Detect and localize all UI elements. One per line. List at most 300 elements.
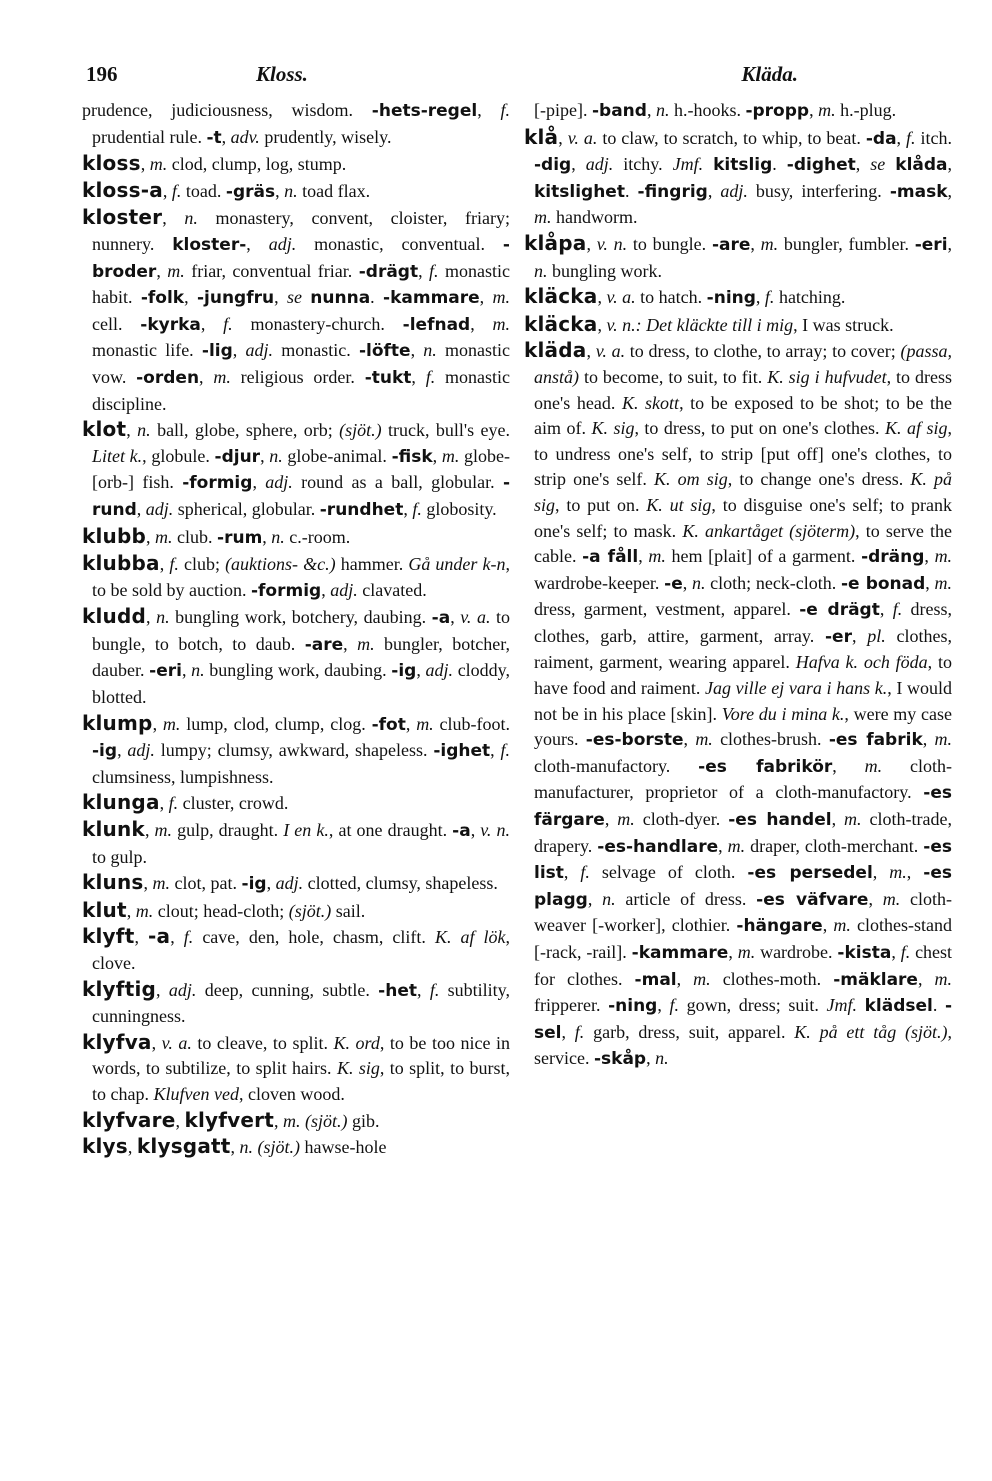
italic-text: m.: [534, 207, 552, 228]
sub-headword: -es väfvare: [756, 889, 869, 910]
sub-headword: -es handel: [728, 810, 832, 831]
definition-text: ,: [571, 154, 586, 175]
sub-headword: klåda: [895, 155, 948, 176]
headword: kluns: [82, 870, 144, 895]
definition-text: ,: [872, 862, 890, 883]
italic-text: f.: [169, 554, 179, 575]
sub-headword: -folk: [140, 288, 185, 309]
headword: kläda: [524, 338, 587, 363]
definition-text: ,: [490, 740, 501, 761]
definition-text: ,: [134, 927, 149, 948]
sub-headword: -rundhet: [319, 499, 404, 520]
definition-text: , globule.: [142, 445, 215, 466]
sub-headword: -es fabrik: [828, 730, 923, 751]
headword: klubba: [82, 551, 160, 576]
italic-text: se: [870, 154, 886, 175]
definition-text: ,: [924, 546, 935, 567]
definition-text: .: [624, 180, 638, 201]
definition-text: to bungle, to botch, to daub.: [92, 607, 511, 654]
dictionary-entry: [524, 338, 952, 1073]
italic-text: m.: [818, 100, 836, 120]
definition-text: ,: [676, 968, 694, 989]
sub-headword: -fingrig: [637, 181, 708, 202]
italic-text: adv.: [230, 126, 260, 147]
definition-text: ,: [470, 820, 481, 841]
italic-text: f.: [580, 862, 590, 883]
italic-text: m.: [889, 862, 907, 883]
italic-text: v. a.: [161, 1032, 192, 1053]
sub-headword: -are: [711, 234, 751, 255]
sub-headword: kitslig: [713, 155, 773, 176]
definition-text: ,: [146, 607, 157, 628]
definition-text: ,: [343, 633, 358, 654]
italic-text: m.: [934, 968, 952, 989]
definition-text: ball, globe, sphere, orb;: [150, 420, 340, 441]
italic-text: n.: [156, 607, 170, 628]
definition-text: , were my case yours.: [534, 703, 952, 750]
definition-text: [885, 154, 895, 174]
definition-text: globe- [orb-] fish.: [92, 445, 511, 493]
definition-text: cloth-weaver [-worker], clothier.: [534, 888, 952, 936]
definition-text: cell.: [92, 313, 141, 334]
definition-text: clothes, raiment, garment, wearing apparel.: [534, 625, 953, 673]
definition-text: ,: [156, 979, 169, 1000]
headword: klyfva: [82, 1029, 152, 1054]
definition-text: ,: [416, 979, 430, 1000]
italic-text: adj.: [168, 979, 197, 1000]
dictionary-entry: [82, 205, 510, 417]
definition-text: hawse-hole: [300, 1137, 387, 1158]
headword: klå: [524, 124, 559, 149]
definition-text: h.-plug.: [835, 100, 897, 120]
definition-text: to bungle.: [627, 233, 712, 254]
definition-text: ,: [159, 554, 170, 575]
italic-text: I en k.: [283, 820, 329, 841]
headword: klut: [82, 897, 127, 922]
definition-text: bungling work, daubing.: [204, 660, 392, 681]
definition-text: ,: [832, 755, 865, 776]
definition-text: gulp, draught.: [172, 820, 284, 841]
sub-headword: -hets-regel: [371, 101, 478, 121]
definition-text: to claw, to scratch, to whip, to beat.: [597, 127, 866, 148]
definition-text: ,: [851, 625, 868, 646]
definition-text: clout; head-cloth;: [153, 900, 289, 921]
dictionary-entry: [524, 284, 952, 312]
italic-text: adj.: [720, 180, 748, 201]
sub-headword: -ig: [241, 874, 267, 895]
definition-text: ,: [151, 1032, 162, 1053]
italic-text: adj.: [425, 660, 454, 681]
definition-text: ,: [170, 927, 184, 948]
definition-text: clothes-brush.: [712, 729, 829, 750]
definition-text: bungling work.: [547, 260, 662, 281]
sub-headword: -eri: [149, 661, 182, 682]
italic-text: n.: [655, 1048, 669, 1069]
italic-text: Jmf.: [826, 995, 857, 1016]
definition-text: ,: [156, 260, 168, 281]
italic-text: Det kläckte till i mig: [646, 314, 794, 335]
definition-text: ,: [683, 729, 696, 750]
page-number: 196: [86, 62, 118, 86]
italic-text: (auktions- &c.): [225, 554, 336, 575]
italic-text: f.: [900, 942, 911, 962]
italic-text: v. a.: [460, 607, 491, 628]
sub-headword: -er: [825, 626, 852, 647]
definition-text: cloddy, blotted.: [92, 660, 511, 708]
definition-text: , to dress, to put on one's clothes.: [634, 418, 886, 439]
sub-headword: -rund: [92, 473, 510, 520]
definition-text: gown, dress; suit.: [679, 995, 827, 1016]
italic-text: K. ord: [333, 1032, 380, 1053]
italic-text: m.: [416, 713, 434, 734]
right-column: [524, 98, 952, 1073]
sub-headword: -es persedel: [747, 863, 873, 884]
dictionary-entry: [82, 1134, 510, 1161]
definition-text: [703, 154, 713, 174]
sub-headword: -sel: [534, 996, 953, 1043]
sub-headword: -formig: [250, 580, 322, 601]
definition-text: monastery-church.: [232, 313, 403, 334]
sub-headword: -lig: [201, 341, 233, 362]
definition-text: globosity.: [421, 498, 497, 519]
definition-text: subtility, cunningness.: [92, 979, 510, 1027]
definition-text: toad flax.: [297, 180, 371, 201]
italic-text: m.: [934, 729, 953, 750]
definition-text: , to put on.: [555, 494, 647, 515]
definition-text: , to have food and raiment.: [534, 652, 952, 699]
dictionary-entry: [82, 551, 510, 604]
definition-text: lumpy; clumsy, awkward, shapeless.: [154, 740, 434, 761]
italic-text: Hafva k. och föda: [795, 652, 928, 673]
sub-headword: -ig: [92, 741, 118, 762]
italic-text: adj.: [268, 233, 297, 254]
italic-text: f.: [669, 995, 679, 1016]
italic-text: adj.: [585, 154, 614, 175]
sub-headword: -a fåll: [582, 547, 639, 568]
dictionary-entry: [82, 1108, 510, 1135]
italic-text: K. skott: [621, 392, 680, 413]
definition-text: ,: [477, 100, 501, 120]
dictionary-entry: [82, 870, 510, 898]
definition-text: ,: [136, 498, 146, 519]
italic-text: m.: [934, 546, 953, 567]
definition-text: , to be sold by auction.: [92, 554, 511, 600]
italic-text: f.: [168, 793, 179, 814]
definition-text: ,: [262, 526, 272, 547]
definition-text: ,: [410, 340, 424, 361]
definition-text: , at one draught.: [328, 820, 453, 841]
italic-text: m.: [167, 260, 185, 281]
headword: kläcka: [524, 311, 598, 336]
definition-text: round as a ball, globular.: [292, 472, 503, 493]
definition-text: ,: [718, 835, 728, 856]
definition-text: fripperer.: [534, 995, 609, 1016]
definition-text: ,: [855, 154, 871, 175]
italic-text: m.: [864, 755, 883, 776]
italic-text: n.: [655, 100, 670, 120]
headword: klyfvare: [82, 1107, 176, 1132]
definition-text: ,: [159, 793, 169, 814]
italic-text: K. på ett tåg (sjöt.): [794, 1021, 948, 1042]
headword: klunk: [82, 817, 145, 842]
definition-text: clot, pat.: [170, 873, 242, 894]
sub-headword: kloster-: [172, 234, 247, 255]
sub-headword: klädsel: [864, 996, 933, 1017]
definition-text: cloth-dyer.: [634, 809, 729, 830]
sub-headword: nunna: [310, 288, 371, 309]
sub-headword: -hängare: [736, 916, 823, 937]
dictionary-entry: [82, 898, 510, 925]
dictionary-entry: [82, 98, 510, 151]
italic-text: K. ankartåget (sjöterm): [682, 520, 856, 541]
sub-headword: -es färgare: [534, 783, 952, 831]
definition-text: club;: [178, 554, 226, 575]
definition-text: ,: [925, 572, 935, 593]
italic-text: v. a.: [595, 341, 626, 362]
sub-headword: -kammare: [631, 943, 729, 963]
definition-text: ,: [831, 809, 845, 830]
headword: klunga: [82, 790, 160, 815]
dictionary-entry: [524, 98, 952, 125]
definition-text: ,: [891, 942, 901, 962]
definition-text: ,: [947, 180, 952, 201]
definition-text: ,: [755, 287, 765, 308]
sub-headword: -lefnad: [402, 314, 471, 335]
dictionary-entry: [82, 604, 510, 710]
definition-text: ,: [321, 579, 331, 600]
definition-text: itch.: [915, 127, 952, 148]
italic-text: v. a.: [606, 287, 636, 308]
italic-text: m.: [693, 968, 711, 989]
dictionary-entry: [82, 151, 510, 178]
italic-text: K. sig i hufvudet: [767, 366, 887, 387]
sub-headword: -mal: [634, 969, 677, 990]
definition-text: ,: [260, 445, 270, 466]
definition-text: , to split, to burst, to chap.: [92, 1058, 510, 1104]
dictionary-entry: [82, 790, 510, 817]
definition-text: clotted, clumsy, shapeless.: [303, 873, 498, 894]
definition-text: ,: [126, 420, 138, 441]
definition-text: truck, bull's eye.: [381, 420, 511, 441]
italic-text: f.: [412, 498, 422, 519]
italic-text: m.: [844, 809, 862, 830]
italic-text: Jag ville ej vara i hans k.: [704, 678, 888, 699]
dictionary-entry: [82, 524, 510, 552]
definition-text: ,: [127, 1137, 137, 1158]
definition-text: bungler, fumbler.: [778, 233, 915, 254]
sub-headword: -dig: [534, 155, 572, 176]
definition-text: monastic, conventual.: [296, 233, 503, 254]
definition-text: ,: [432, 445, 442, 466]
definition-text: clothes-moth.: [710, 968, 834, 989]
definition-text: , to disguise one's self; to prank one's self; to mask.: [534, 494, 952, 541]
italic-text: n.: [239, 1137, 254, 1158]
italic-text: f.: [429, 979, 440, 1000]
definition-text: club.: [172, 526, 218, 547]
italic-text: Litet k.: [92, 445, 143, 466]
sub-headword: -ning: [608, 996, 658, 1017]
definition-text: cloth-manufacturer, proprietor of a cloth-manufactory.: [534, 755, 952, 803]
definition-text: clumsiness, lumpishness.: [92, 766, 274, 787]
definition-text: [857, 995, 865, 1015]
definition-text: ,: [597, 314, 607, 335]
definition-text: , to undress one's self, to strip [put off] one's clothes, to strip one's self.: [534, 418, 953, 490]
definition-text: ,: [199, 366, 214, 387]
definition-text: ,: [586, 341, 596, 362]
italic-text: (passa, anstå): [534, 341, 953, 387]
italic-text: m.: [149, 154, 168, 175]
italic-text: m.: [283, 1110, 301, 1131]
definition-text: ,: [411, 366, 426, 387]
definition-text: , service.: [534, 1021, 953, 1069]
definition-text: ,: [162, 208, 185, 229]
definition-text: wardrobe-keeper.: [534, 572, 665, 593]
italic-text: v. a.: [567, 127, 598, 148]
definition-text: ,: [906, 862, 924, 883]
italic-text: Vore du i mina k.: [721, 703, 845, 724]
definition-text: h.-hooks.: [669, 100, 746, 120]
definition-text: , to be exposed to be shot; to be the aim of.: [534, 392, 952, 439]
italic-text: K. sig: [591, 418, 635, 439]
italic-text: m.: [492, 313, 511, 334]
definition-text: ,: [646, 1048, 656, 1069]
italic-text: K. af lök: [434, 927, 506, 948]
header-right-guideword: Kläda.: [741, 62, 798, 86]
definition-text: ,: [144, 820, 155, 841]
sub-headword: -t: [206, 127, 222, 148]
sub-headword: -dighet: [786, 155, 856, 176]
definition-text: ,: [230, 1137, 240, 1158]
definition-text: ,: [232, 340, 246, 361]
italic-text: m.: [213, 366, 231, 387]
definition-text: clod, clump, log, stump.: [167, 154, 347, 175]
definition-text: handworm.: [551, 207, 638, 228]
italic-text: K. om sig: [654, 469, 728, 490]
italic-text: f.: [892, 599, 903, 620]
headword: klys: [82, 1134, 128, 1159]
definition-text: lump, clod, clump, clog.: [180, 713, 372, 734]
sub-headword: -skåp: [593, 1049, 647, 1070]
headword: kläcka: [524, 284, 598, 309]
sub-headword: -es-handlare: [597, 836, 719, 857]
sub-headword: -ighet: [433, 741, 491, 762]
definition-text: ,: [246, 233, 269, 254]
headword: -a: [148, 924, 171, 949]
sub-headword: -orden: [136, 367, 200, 388]
sub-headword: -eri: [914, 234, 948, 255]
italic-text: n.: [423, 340, 437, 361]
definition-text: ,: [405, 713, 417, 734]
dictionary-entry: [524, 231, 952, 284]
definition-text: garb, dress, suit, apparel.: [584, 1021, 795, 1042]
definition-text: ,: [868, 888, 883, 909]
definition-text: ,: [657, 995, 670, 1016]
definition-text: ,: [922, 729, 935, 750]
definition-text: prudence, judiciousness, wisdom.: [82, 100, 372, 120]
sub-headword: -gräs: [225, 181, 276, 202]
left-column: [82, 98, 510, 1161]
sub-headword: -djur: [214, 446, 261, 467]
definition-text: ,: [604, 809, 618, 830]
definition-text: ,: [750, 233, 761, 254]
italic-text: f.: [425, 366, 436, 387]
headword: klot: [82, 417, 127, 442]
italic-text: Jmf.: [672, 154, 704, 175]
headword: kludd: [82, 604, 147, 629]
italic-text: f.: [574, 1021, 585, 1042]
definition-text: , to serve the cable.: [534, 520, 953, 567]
italic-text: n.: [691, 572, 706, 593]
headword: klyft: [82, 924, 135, 949]
italic-text: K. på sig: [534, 469, 952, 515]
definition-text: club-foot.: [433, 713, 511, 734]
italic-text: K. af sig: [885, 418, 948, 439]
definition-text: , clove.: [92, 927, 511, 973]
definition-text: ,: [450, 607, 461, 628]
definition-text: hem [plait] of a garment.: [665, 546, 862, 567]
definition-text: ,: [117, 740, 128, 761]
definition-text: to gulp.: [92, 846, 148, 867]
italic-text: (sjöt.): [339, 420, 382, 441]
definition-text: ,: [597, 287, 607, 308]
definition-text: bungler, botcher, dauber.: [92, 633, 510, 681]
sub-headword: -da: [865, 128, 897, 149]
definition-text: article of dress.: [615, 888, 757, 909]
italic-text: n.: [191, 660, 205, 681]
definition-text: monastic life.: [92, 340, 202, 361]
definition-text: ,: [947, 233, 953, 254]
sub-headword: -broder: [92, 234, 510, 282]
sub-headword: -es list: [534, 836, 953, 884]
definition-text: cloth-manufactory.: [534, 755, 699, 776]
headword: klyfvert: [184, 1107, 274, 1132]
definition-text: toad.: [181, 180, 226, 201]
running-head: [86, 62, 948, 98]
italic-text: m.: [135, 900, 154, 921]
sub-headword: -drägt: [358, 261, 419, 282]
italic-text: (sjöt.): [257, 1137, 301, 1158]
definition-text: selvage of cloth.: [589, 862, 748, 883]
italic-text: m.: [695, 729, 713, 750]
definition-text: monastic habit.: [92, 260, 510, 308]
italic-text: K. sig: [336, 1058, 380, 1079]
definition-text: ,: [175, 1110, 185, 1131]
sub-headword: -dräng: [861, 547, 925, 568]
sub-headword: -kammare: [383, 288, 480, 309]
dictionary-entry: [82, 1030, 510, 1108]
definition-text: ,: [152, 713, 163, 734]
definition-text: ,: [126, 900, 136, 921]
italic-text: (sjöt.): [305, 1110, 348, 1131]
italic-text: n.: [602, 888, 616, 909]
definition-text: cave, den, hole, chasm, clift.: [193, 927, 435, 948]
dictionary-entry: [82, 178, 510, 206]
italic-text: K. ut sig: [646, 494, 712, 515]
italic-text: m.: [162, 713, 181, 734]
italic-text: n.: [271, 526, 285, 547]
definition-text: cloth; neck-cloth.: [705, 572, 841, 593]
definition-text: .: [370, 287, 384, 308]
sub-headword: -löfte: [358, 341, 411, 362]
headword: klysgatt: [136, 1134, 231, 1159]
italic-text: m.: [152, 873, 171, 894]
definition-text: sail.: [331, 900, 366, 921]
headword: kloss-a: [82, 177, 163, 202]
definition-text: ,: [274, 287, 287, 308]
definition-text: dress, garment, vestment, apparel.: [534, 599, 800, 620]
definition-text: to hatch.: [635, 287, 707, 308]
definition-text: ,: [274, 1110, 283, 1131]
